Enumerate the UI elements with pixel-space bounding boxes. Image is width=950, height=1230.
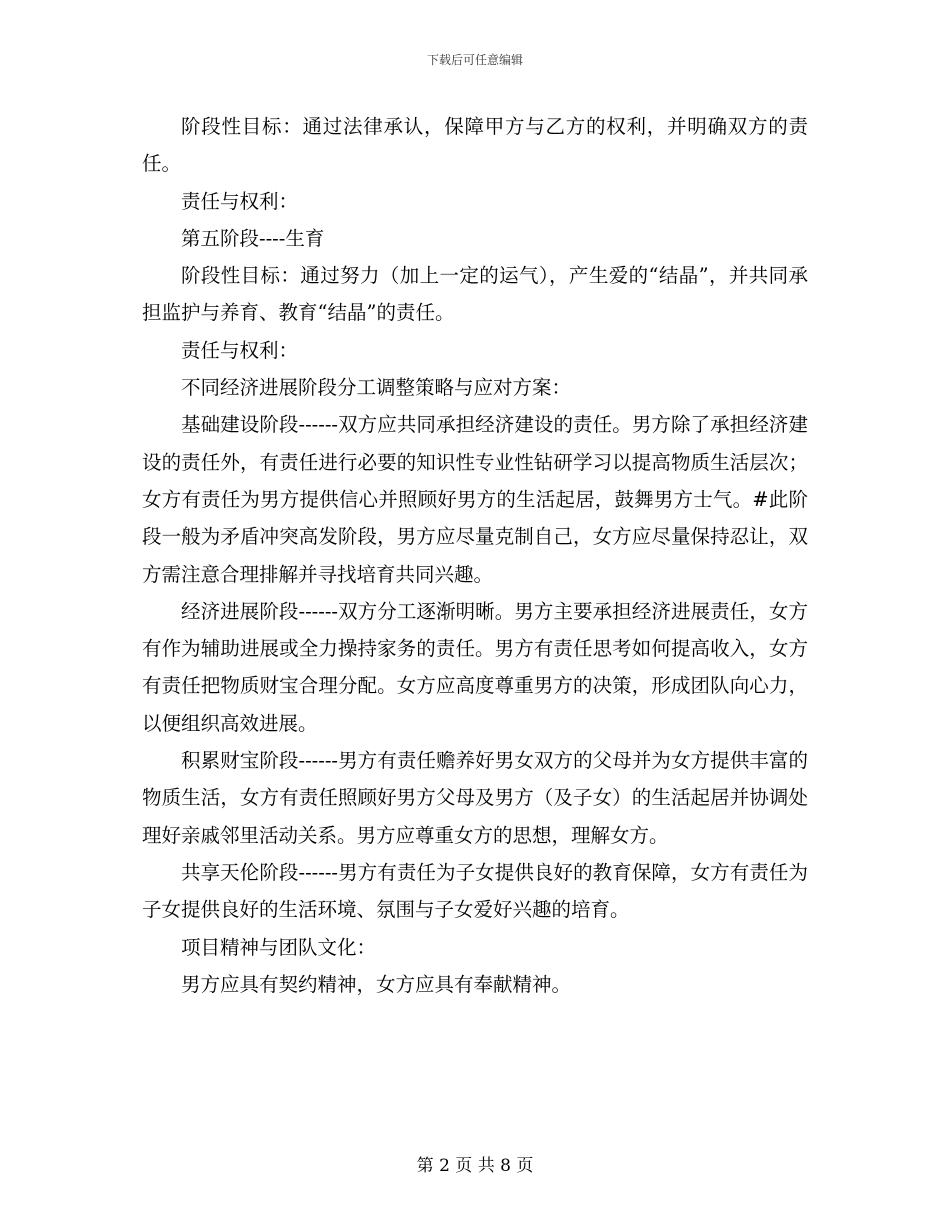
page-number-footer: 第 2 页 共 8 页 — [416, 1156, 534, 1176]
paragraph: 经济进展阶段------双方分工逐渐明晰。男方主要承担经济进展责任，女方有作为辅助进展或全力操持家务的责任。男方有责任思考如何提高收入，女方有责任把物质财宝合理分配。女方应高度尊重男方的决策，形成团队向心力，以便组织高效进展。 — [142, 599, 808, 735]
paragraph: 不同经济进展阶段分工调整策略与应对方案： — [181, 376, 572, 400]
paragraph: 基础建设阶段------双方应共同承担经济建设的责任。男方除了承担经济建设的责任外，有责任进行必要的知识性专业性钻研学习以提高物质生活层次；女方有责任为男方提供信心并照顾好男方的生活起居，鼓舞男方士气。#此阶段一般为矛盾冲突高发阶段，男方应尽量克制自己，女方应尽量保持忍让，双方需注意合理排解并寻找培育共同兴趣。 — [142, 413, 808, 586]
paragraph: 积累财宝阶段------男方有责任赡养好男女双方的父母并为女方提供丰富的物质生活，女方有责任照顾好男方父母及男方（及子女）的生活起居并协调处理好亲戚邻里活动关系。男方应尊重女方的思想，理解女方。 — [142, 749, 808, 847]
paragraph: 阶段性目标：通过努力（加上一定的运气），产生爱的“结晶”，并共同承担监护与养育、教育“结晶”的责任。 — [142, 264, 808, 325]
page-header: 下载后可任意编辑 — [426, 53, 523, 67]
section-heading: 第五阶段----生育 — [181, 226, 325, 250]
paragraph: 男方应具有契约精神，女方应具有奉献精神。 — [181, 972, 572, 996]
document-body — [142, 108, 808, 1003]
paragraph: 项目精神与团队文化： — [181, 935, 377, 959]
paragraph: 阶段性目标：通过法律承认，保障甲方与乙方的权利，并明确双方的责任。 — [142, 115, 808, 176]
paragraph: 责任与权利： — [181, 338, 299, 362]
paragraph: 责任与权利： — [181, 189, 299, 213]
paragraph: 共享天伦阶段------男方有责任为子女提供良好的教育保障，女方有责任为子女提供良好的生活环境、氛围与子女爱好兴趣的培育。 — [142, 860, 808, 922]
